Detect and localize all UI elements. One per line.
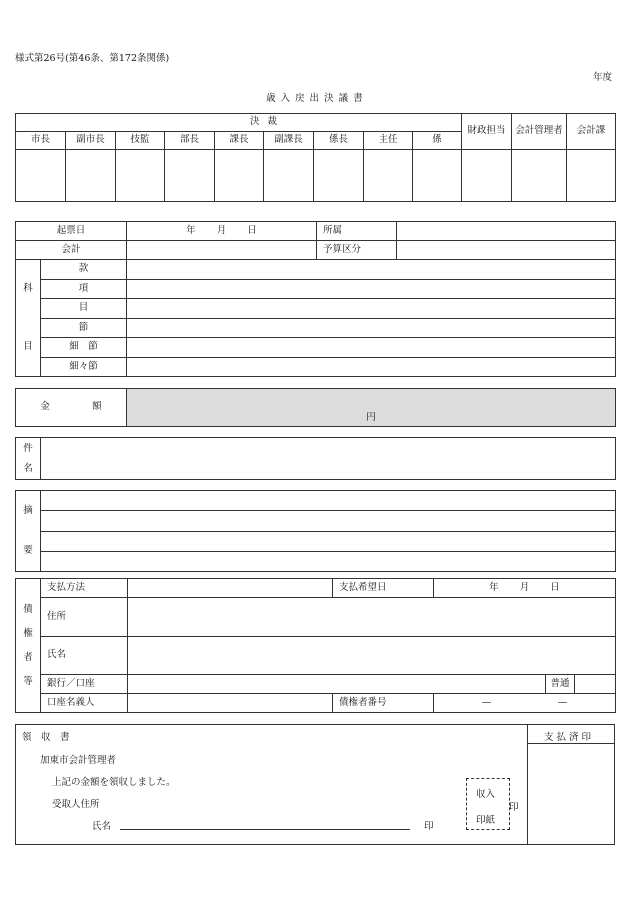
kaikei-kanri-header: 会計管理者: [512, 114, 567, 150]
creditor-side-label: 債 権 者 等: [16, 579, 41, 713]
revenue-stamp-seal: 印: [509, 802, 519, 813]
tekiyo-line[interactable]: [41, 511, 616, 531]
kaikei-label: 会計: [16, 241, 127, 260]
amount-field[interactable]: 円: [127, 389, 616, 427]
paid-stamp-label: 支 払 済 印: [544, 732, 592, 743]
tekiyo-line[interactable]: [41, 491, 616, 511]
shiharai-houhou-label: 支払方法: [41, 579, 128, 598]
kamoku-side-label: 科 目: [16, 260, 41, 377]
tekiyo-line[interactable]: [41, 551, 616, 571]
futsu-label: 普通: [546, 675, 575, 694]
jusho-field[interactable]: [128, 598, 616, 637]
stamp-cell[interactable]: [413, 150, 462, 202]
kamoku-row-label: 細 節: [41, 338, 127, 358]
bank-label: 銀行／口座: [41, 675, 128, 694]
role-header: 副課長: [264, 132, 314, 150]
receipt-name-line[interactable]: [120, 829, 410, 830]
shiharai-houhou-field[interactable]: [128, 579, 333, 598]
stamp-cell[interactable]: [462, 150, 512, 202]
stamp-cell[interactable]: [364, 150, 413, 202]
receipt-title: 領 収 書: [22, 732, 70, 743]
kaikei-field[interactable]: [127, 241, 317, 260]
kessai-right-cell: 裁: [264, 114, 462, 132]
shozoku-label: 所属: [317, 222, 397, 241]
page-title: 歳 入 戻 出 決 議 書: [266, 93, 364, 104]
receipt-address-label: 受取人住所: [52, 799, 100, 810]
role-header: 主任: [364, 132, 413, 150]
stamp-cell[interactable]: [567, 150, 616, 202]
kamoku-row-label: 細々節: [41, 357, 127, 377]
stamp-cell[interactable]: [264, 150, 314, 202]
role-header: 係長: [314, 132, 364, 150]
shimei-field[interactable]: [128, 637, 616, 675]
stamp-cell[interactable]: [512, 150, 567, 202]
receipt-name-label: 氏名: [92, 821, 112, 832]
kibou-bi-field[interactable]: 年 月 日: [434, 579, 616, 598]
kamoku-field[interactable]: [127, 260, 616, 280]
stamp-cell[interactable]: [116, 150, 165, 202]
role-header: 市長: [16, 132, 66, 150]
amount-label: 金 額: [16, 389, 127, 427]
yosan-field[interactable]: [397, 241, 616, 260]
kessai-left-cell: 決: [16, 114, 264, 132]
kamoku-field[interactable]: [127, 318, 616, 338]
receipt-seal: 印: [424, 821, 434, 832]
kamoku-row-label: 節: [41, 318, 127, 338]
revenue-stamp-label-2: 印紙: [476, 815, 496, 826]
creditor-table: [15, 578, 616, 713]
tekiyo-table: [15, 490, 616, 572]
role-header: 副市長: [66, 132, 116, 150]
fiscal-year-label: 年度: [593, 72, 613, 83]
tekiyo-label: 摘 要: [16, 491, 41, 572]
saikensha-no-field[interactable]: — —: [434, 694, 616, 713]
meigi-field[interactable]: [128, 694, 333, 713]
kihyo-date[interactable]: 年 月 日: [127, 222, 317, 241]
stamp-cell[interactable]: [66, 150, 116, 202]
tekiyo-line[interactable]: [41, 531, 616, 551]
stamp-cell[interactable]: [16, 150, 66, 202]
saikensha-no-label: 債権者番号: [333, 694, 434, 713]
kamoku-field[interactable]: [127, 299, 616, 319]
stamp-cell[interactable]: [215, 150, 264, 202]
revenue-stamp-label-1: 収入: [476, 789, 496, 800]
zaisei-header: 財政担当: [462, 114, 512, 150]
kenmei-label: 件 名: [16, 438, 41, 480]
receipt-text: 上記の金額を領収しました。: [52, 777, 176, 788]
info-table: [15, 221, 616, 377]
role-header: 課長: [215, 132, 264, 150]
shozoku-field[interactable]: [397, 222, 616, 241]
kamoku-row-label: 項: [41, 279, 127, 299]
approval-table: [15, 113, 616, 202]
meigi-label: 口座名義人: [41, 694, 128, 713]
kamoku-row-label: 目: [41, 299, 127, 319]
role-header: 技監: [116, 132, 165, 150]
kamoku-field[interactable]: [127, 338, 616, 358]
kibou-bi-label: 支払希望日: [333, 579, 434, 598]
yosan-label: 予算区分: [317, 241, 397, 260]
role-header: 係: [413, 132, 462, 150]
jusho-label: 住所: [41, 598, 128, 637]
kenmei-field[interactable]: [41, 438, 616, 480]
role-header: 部長: [165, 132, 215, 150]
account-number-field[interactable]: [575, 675, 616, 694]
kamoku-field[interactable]: [127, 357, 616, 377]
kihyo-label: 起票日: [16, 222, 127, 241]
bank-field[interactable]: [128, 675, 546, 694]
kamoku-field[interactable]: [127, 279, 616, 299]
receipt-payer: 加東市会計管理者: [40, 755, 117, 766]
shimei-label: 氏名: [41, 637, 128, 675]
stamp-cell[interactable]: [165, 150, 215, 202]
kamoku-row-label: 款: [41, 260, 127, 280]
stamp-cell[interactable]: [314, 150, 364, 202]
form-number: 様式第26号(第46条、第172条関係): [15, 53, 170, 64]
paid-header-line: [527, 743, 615, 744]
kenmei-table: [15, 437, 616, 480]
kaikei-ka-header: 会計課: [567, 114, 616, 150]
amount-table: [15, 388, 616, 427]
